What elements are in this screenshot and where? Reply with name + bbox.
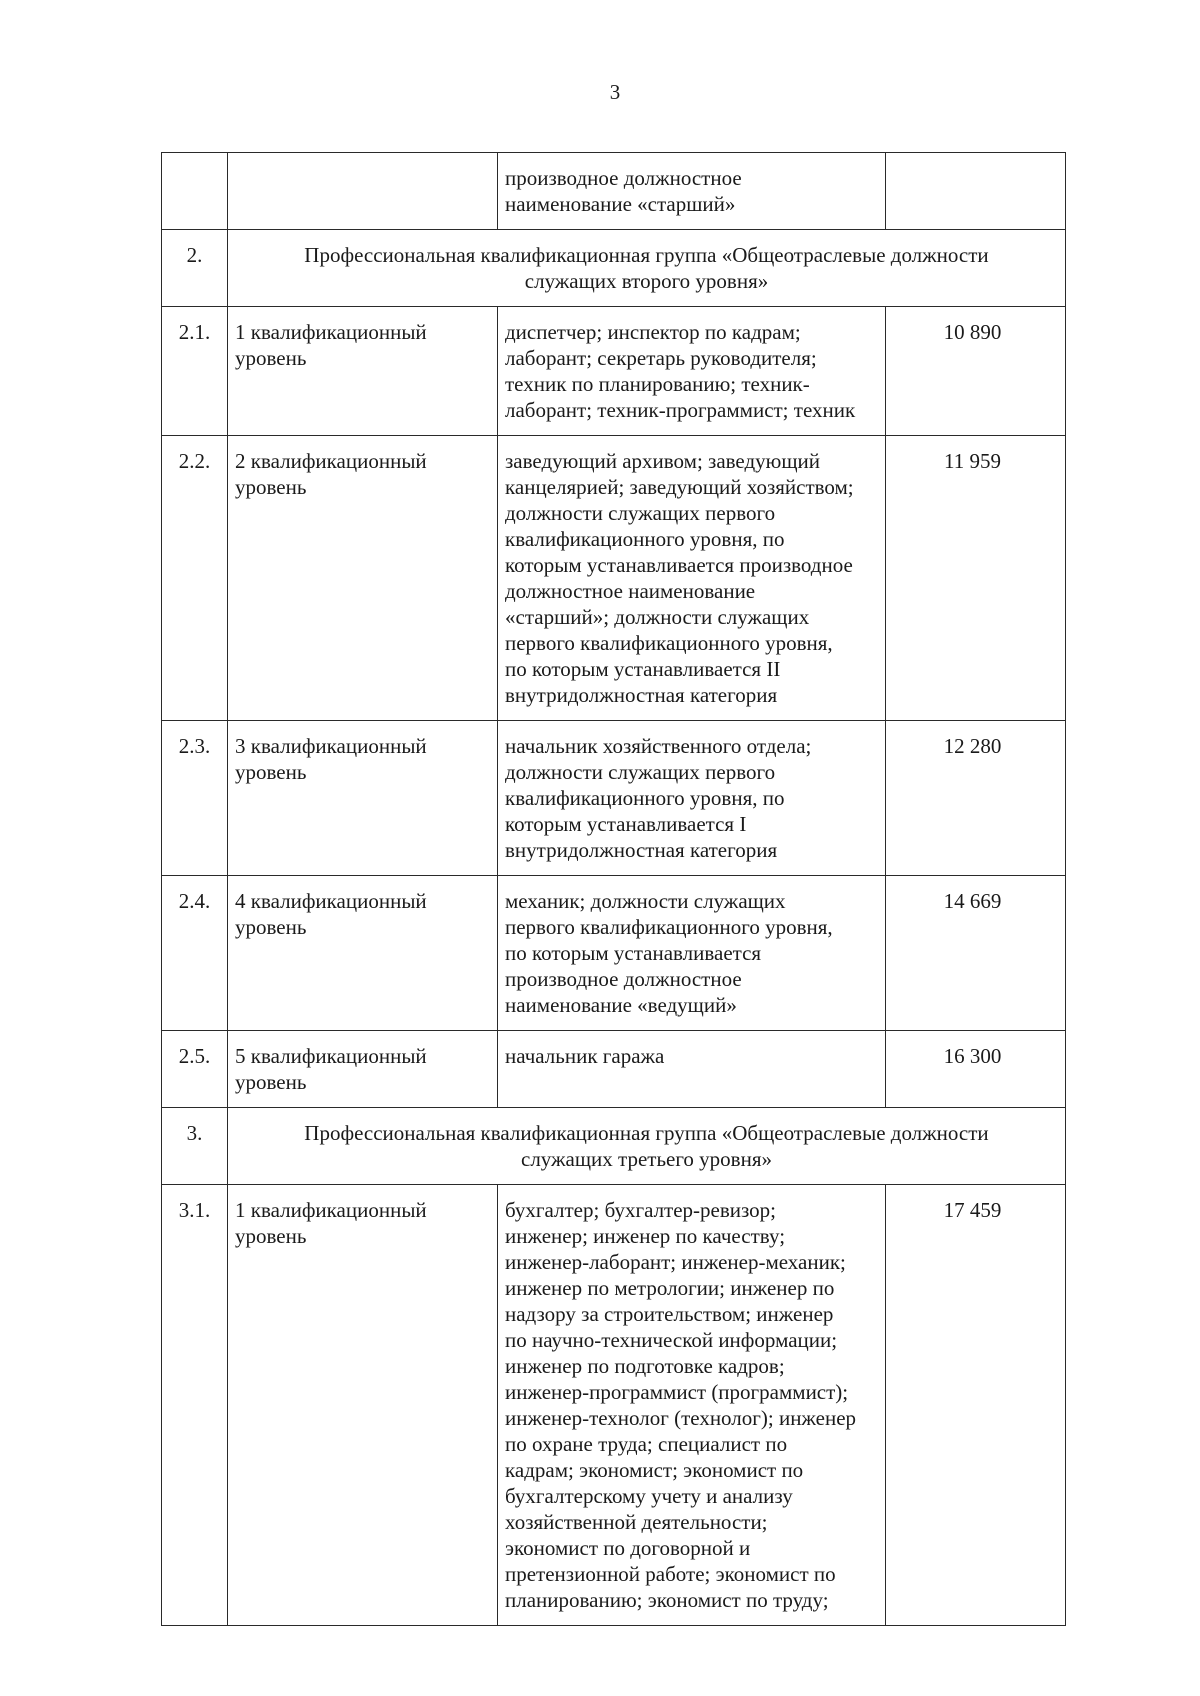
salary-value: 17 459	[886, 1185, 1066, 1626]
position-line: которым устанавливается I	[505, 812, 747, 836]
position-line: наименование «ведущий»	[505, 993, 737, 1017]
position-line: квалификационного уровня, по	[505, 786, 785, 810]
qualification-level	[228, 307, 498, 436]
position-line: по научно-технической информации;	[505, 1328, 838, 1352]
position-line: первого квалификационного уровня,	[505, 915, 833, 939]
qualification-level	[228, 1031, 498, 1108]
qualification-level-line: уровень	[235, 346, 307, 370]
qualification-level	[228, 1185, 498, 1626]
position-line: лаборант; секретарь руководителя;	[505, 346, 817, 370]
position-line: экономист по договорной и	[505, 1536, 751, 1560]
salary-value: 16 300	[886, 1031, 1066, 1108]
position-line: инженер по подготовке кадров;	[505, 1354, 785, 1378]
qualification-level-line: уровень	[235, 760, 307, 784]
position-line: должности служащих первого	[505, 501, 776, 525]
position-line: должности служащих первого	[505, 760, 776, 784]
position-line: начальник гаража	[505, 1044, 665, 1068]
qualification-level	[228, 153, 498, 230]
group-header-row	[162, 1108, 1066, 1185]
positions-cell	[498, 1185, 886, 1626]
qualification-level-line: уровень	[235, 1070, 307, 1094]
salary-value: 14 669	[886, 876, 1066, 1031]
position-line: диспетчер; инспектор по кадрам;	[505, 320, 801, 344]
table-row	[162, 153, 1066, 230]
position-line: начальник хозяйственного отдела;	[505, 734, 812, 758]
position-line: инженер; инженер по качеству;	[505, 1224, 786, 1248]
row-number: 2.5.	[162, 1031, 228, 1108]
position-line: претензионной работе; экономист по	[505, 1562, 836, 1586]
table-row	[162, 307, 1066, 436]
position-line: по которым устанавливается	[505, 941, 762, 965]
position-line: инженер-лаборант; инженер-механик;	[505, 1250, 846, 1274]
position-line: планированию; экономист по труду;	[505, 1588, 829, 1612]
qualification-level-line: 5 квалификационный	[235, 1044, 427, 1068]
positions-cell	[498, 876, 886, 1031]
position-line: первого квалификационного уровня,	[505, 631, 833, 655]
positions-cell	[498, 153, 886, 230]
row-number	[162, 153, 228, 230]
row-number: 2.4.	[162, 876, 228, 1031]
table-row	[162, 721, 1066, 876]
position-line: инженер-программист (программист);	[505, 1380, 849, 1404]
row-number: 2.3.	[162, 721, 228, 876]
table-row	[162, 1185, 1066, 1626]
row-number: 2.2.	[162, 436, 228, 721]
group-title-line: Профессиональная квалификационная группа «Общеотраслевые должности	[304, 1121, 989, 1145]
position-line: инженер-технолог (технолог); инженер	[505, 1406, 857, 1430]
group-title	[228, 1108, 1066, 1185]
position-line: бухгалтер; бухгалтер-ревизор;	[505, 1198, 777, 1222]
position-line: производное должностное	[505, 166, 742, 190]
qualification-level-line: уровень	[235, 1224, 307, 1248]
position-line: заведующий архивом; заведующий	[505, 449, 820, 473]
positions-cell	[498, 1031, 886, 1108]
group-title-line: служащих второго уровня»	[524, 269, 769, 293]
position-line: надзору за строительством; инженер	[505, 1302, 834, 1326]
position-line: квалификационного уровня, по	[505, 527, 785, 551]
table-row	[162, 1031, 1066, 1108]
salary-value: 10 890	[886, 307, 1066, 436]
table-row	[162, 436, 1066, 721]
position-line: техник по планированию; техник-	[505, 372, 810, 396]
group-title-line: Профессиональная квалификационная группа «Общеотраслевые должности	[304, 243, 989, 267]
positions-cell	[498, 436, 886, 721]
position-line: наименование «старший»	[505, 192, 736, 216]
group-header-row	[162, 230, 1066, 307]
salary-value	[886, 153, 1066, 230]
position-line: кадрам; экономист; экономист по	[505, 1458, 804, 1482]
position-line: должностное наименование	[505, 579, 756, 603]
position-line: которым устанавливается производное	[505, 553, 853, 577]
qualification-table	[161, 152, 1066, 1626]
position-line: бухгалтерскому учету и анализу	[505, 1484, 793, 1508]
position-line: «старший»; должности служащих	[505, 605, 810, 629]
position-line: по охране труда; специалист по	[505, 1432, 788, 1456]
position-line: канцелярией; заведующий хозяйством;	[505, 475, 854, 499]
position-line: инженер по метрологии; инженер по	[505, 1276, 835, 1300]
row-number: 2.1.	[162, 307, 228, 436]
table-row	[162, 876, 1066, 1031]
row-number: 3.	[162, 1108, 228, 1185]
qualification-level-line: 4 квалификационный	[235, 889, 427, 913]
qualification-level	[228, 721, 498, 876]
salary-value: 11 959	[886, 436, 1066, 721]
page-number: 3	[609, 80, 621, 104]
row-number: 3.1.	[162, 1185, 228, 1626]
group-title-line: служащих третьего уровня»	[521, 1147, 772, 1171]
qualification-level-line: 1 квалификационный	[235, 1198, 427, 1222]
position-line: внутридолжностная категория	[505, 683, 778, 707]
table-body	[162, 153, 1066, 1626]
qualification-level-line: 3 квалификационный	[235, 734, 427, 758]
position-line: механик; должности служащих	[505, 889, 786, 913]
qualification-level-line: уровень	[235, 915, 307, 939]
salary-value: 12 280	[886, 721, 1066, 876]
position-line: производное должностное	[505, 967, 742, 991]
position-line: лаборант; техник-программист; техник	[505, 398, 856, 422]
positions-cell	[498, 307, 886, 436]
position-line: внутридолжностная категория	[505, 838, 778, 862]
row-number: 2.	[162, 230, 228, 307]
group-title	[228, 230, 1066, 307]
qualification-level	[228, 876, 498, 1031]
qualification-level	[228, 436, 498, 721]
qualification-level-line: 2 квалификационный	[235, 449, 427, 473]
qualification-level-line: уровень	[235, 475, 307, 499]
positions-cell	[498, 721, 886, 876]
position-line: по которым устанавливается II	[505, 657, 781, 681]
qualification-level-line: 1 квалификационный	[235, 320, 427, 344]
position-line: хозяйственной деятельности;	[505, 1510, 768, 1534]
